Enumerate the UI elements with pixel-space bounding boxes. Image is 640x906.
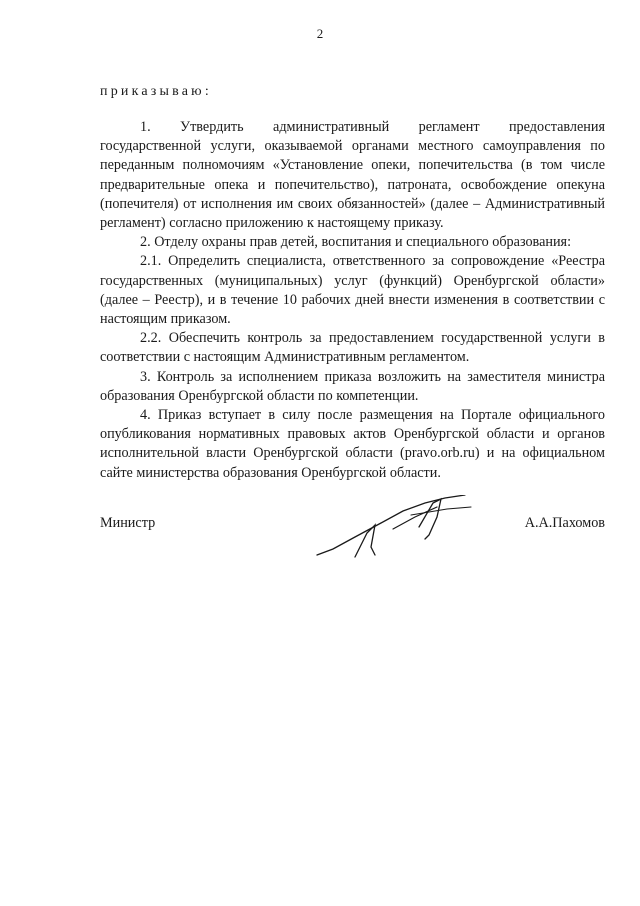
handwritten-signature	[315, 495, 485, 565]
paragraph-1: 1. Утвердить административный регламент предоставления государственной услуги, оказываемой органами местного самоуправления по переданным полномочиям «Установление опеки, попечительства (в том числе предварительные опека и попечительство), патроната, освобождение опекуна (попечителя) от исполнения им своих обязанностей» (далее – Административный регламент) согласно приложению к настоящему приказу.	[100, 119, 605, 232]
paragraph-4: 4. Приказ вступает в силу после размещения на Портале официального опубликования нормативных правовых актов Оренбургской области и органов исполнительной власти Оренбургской области (pravo.orb.ru) и на официальном сайте министерства образования Оренбургской области.	[100, 407, 605, 481]
order-heading: приказываю:	[100, 84, 212, 99]
paragraph-2: 2. Отделу охраны прав детей, воспитания и специального образования:	[140, 234, 572, 251]
order-body	[100, 118, 605, 483]
paragraph-2-2: 2.2. Обеспечить контроль за предоставлением государственной услуги в соответствии с настоящим Административным регламентом.	[100, 330, 605, 366]
page-number: 2	[316, 26, 324, 41]
paragraph-2-1: 2.1. Определить специалиста, ответственного за сопровождение «Реестра государственных (муниципальных) услуг (функций) Оренбургской области» (далее – Реестр), и в течение 10 рабочих дней внести изменения в соответствии с настоящим приказом.	[100, 253, 605, 328]
paragraph-3: 3. Контроль за исполнением приказа возложить на заместителя министра образования Оренбургской области по компетенции.	[100, 368, 605, 404]
signatory-name: А.А.Пахомов	[524, 515, 605, 531]
signature-block	[100, 515, 605, 575]
signatory-title: Министр	[100, 515, 156, 531]
